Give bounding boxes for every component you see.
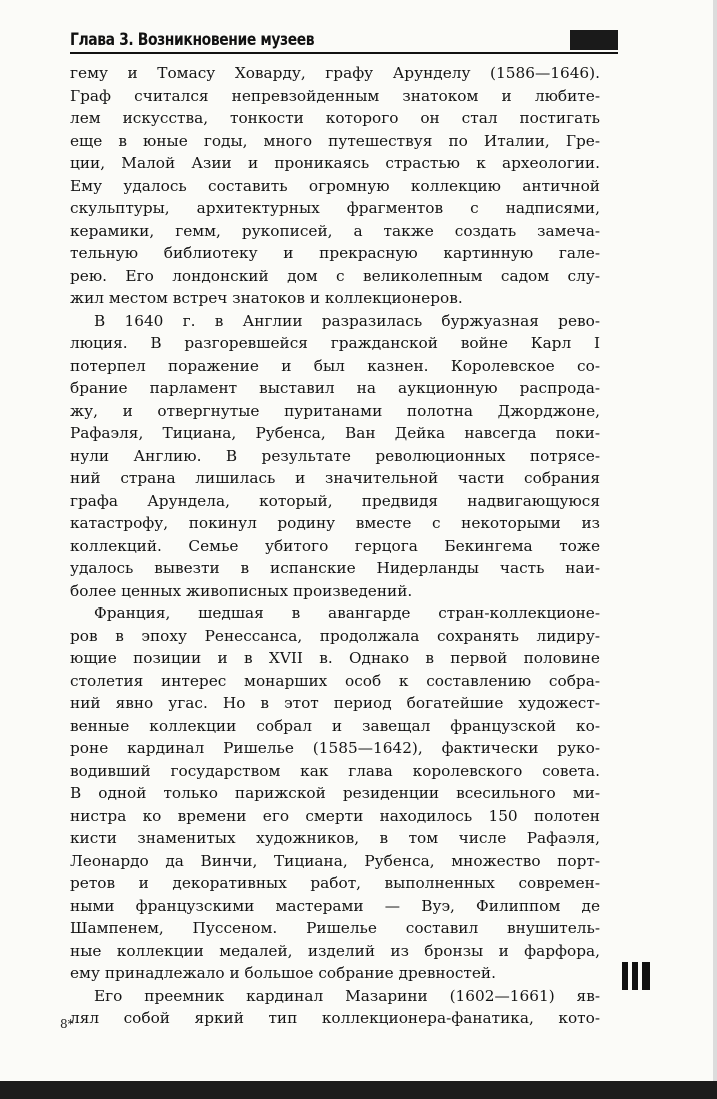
text-line: брание парламент выставил на аукционную распрода- — [70, 379, 600, 397]
text-line: более ценных живописных произведений. — [70, 581, 413, 600]
text-line: жил местом встреч знатоков и коллекционеров. — [70, 289, 463, 307]
text-line: Леонардо да Винчи, Тициана, Рубенса, множество порт- — [70, 851, 600, 870]
text-line: В одной только парижской резиденции всесильного ми- — [70, 784, 600, 802]
text-line: ний страна лишилась и значительной части собрания — [70, 469, 600, 487]
text-line: керамики, гемм, рукописей, а также создать замеча- — [70, 221, 600, 240]
text-line: водивший государством как глава королевского совета. — [70, 761, 600, 780]
text-line: Франция, шедшая в авангарде стран-коллекционе- — [94, 604, 600, 622]
text-line: еще в юные годы, много путешествуя по Италии, Гре- — [70, 131, 600, 150]
text-line: нули Англию. В результате революционных потрясе- — [70, 446, 600, 465]
signature-mark: 8* — [60, 1017, 74, 1031]
text-line: ными французскими мастерами — Вуэ, Филиппом де — [70, 896, 600, 915]
paragraph — [70, 62, 600, 310]
header-rule — [70, 52, 618, 54]
text-line: Граф считался непревзойденным знатоком и любите- — [70, 86, 600, 105]
text-line: люция. В разгоревшейся гражданской войне Карл I — [70, 334, 600, 352]
text-line: лем искусства, тонкости которого он стал постигать — [70, 109, 600, 127]
text-line: рею. Его лондонский дом с великолепным садом слу- — [70, 266, 600, 285]
text-line: нистра ко времени его смерти находилось 150 полотен — [70, 806, 600, 825]
text-line: Ему удалось составить огромную коллекцию античной — [70, 176, 600, 195]
text-line: венные коллекции собрал и завещал французской ко- — [70, 716, 600, 735]
scan-bottom-band — [0, 1081, 717, 1099]
text-line: скульптуры, архитектурных фрагментов с надписями, — [70, 199, 600, 217]
text-line: столетия интерес монарших особ к составлению собра- — [70, 671, 600, 690]
text-line: кисти знаменитых художников, в том числе Рафаэля, — [70, 829, 600, 847]
page-number-block — [570, 30, 618, 50]
text-line: ретов и декоративных работ, выполненных современ- — [70, 874, 600, 892]
text-line: В 1640 г. в Англии разразилась буржуазная рево- — [94, 311, 600, 330]
text-line: потерпел поражение и был казнен. Королевское со- — [70, 356, 600, 375]
thumb-index-tab — [622, 962, 658, 990]
text-line: тельную библиотеку и прекрасную картинную гале- — [70, 244, 600, 262]
page-edge — [713, 0, 717, 1099]
text-line: роне кардинал Ришелье (1585—1642), фактически руко- — [70, 739, 600, 757]
text-line: Шампенем, Пуссеном. Ришелье составил внушитель- — [70, 919, 600, 937]
text-line: коллекций. Семье убитого герцога Бекингема тоже — [70, 536, 600, 555]
text-line: жу, и отвергнутые пуританами полотна Джорджоне, — [70, 401, 600, 420]
paragraph — [70, 602, 600, 985]
text-line: ему принадлежало и большое собрание древностей. — [70, 964, 496, 982]
text-line: удалось вывезти в испанские Нидерланды часть наи- — [70, 559, 600, 577]
text-line: графа Арундела, который, предвидя надвигающуюся — [70, 491, 600, 510]
text-line: Рафаэля, Тициана, Рубенса, Ван Дейка навсегда поки- — [70, 424, 600, 442]
text-line: ные коллекции медалей, изделий из бронзы и фарфора, — [70, 941, 600, 960]
text-line: катастрофу, покинул родину вместе с некоторыми из — [70, 514, 600, 532]
text-line: ции, Малой Азии и проникаясь страстью к археологии. — [70, 154, 600, 172]
text-line: ров в эпоху Ренессанса, продолжала сохранять лидиру- — [70, 626, 600, 645]
body-text — [70, 62, 600, 1030]
text-line: гему и Томасу Ховарду, графу Арунделу (1586—1646). — [70, 64, 600, 82]
paragraph — [70, 985, 600, 1030]
text-line: ющие позиции и в XVII в. Однако в первой половине — [70, 649, 600, 667]
running-header — [70, 28, 618, 54]
chapter-title: Глава 3. Возникновение музеев — [70, 30, 315, 50]
text-line: лял собой яркий тип коллекционера-фанатика, кото- — [70, 1009, 600, 1027]
text-line: ний явно угас. Но в этот период богатейшие художест- — [70, 694, 600, 712]
text-line: Его преемник кардинал Мазарини (1602—1661) яв- — [94, 986, 600, 1005]
paragraph — [70, 310, 600, 603]
